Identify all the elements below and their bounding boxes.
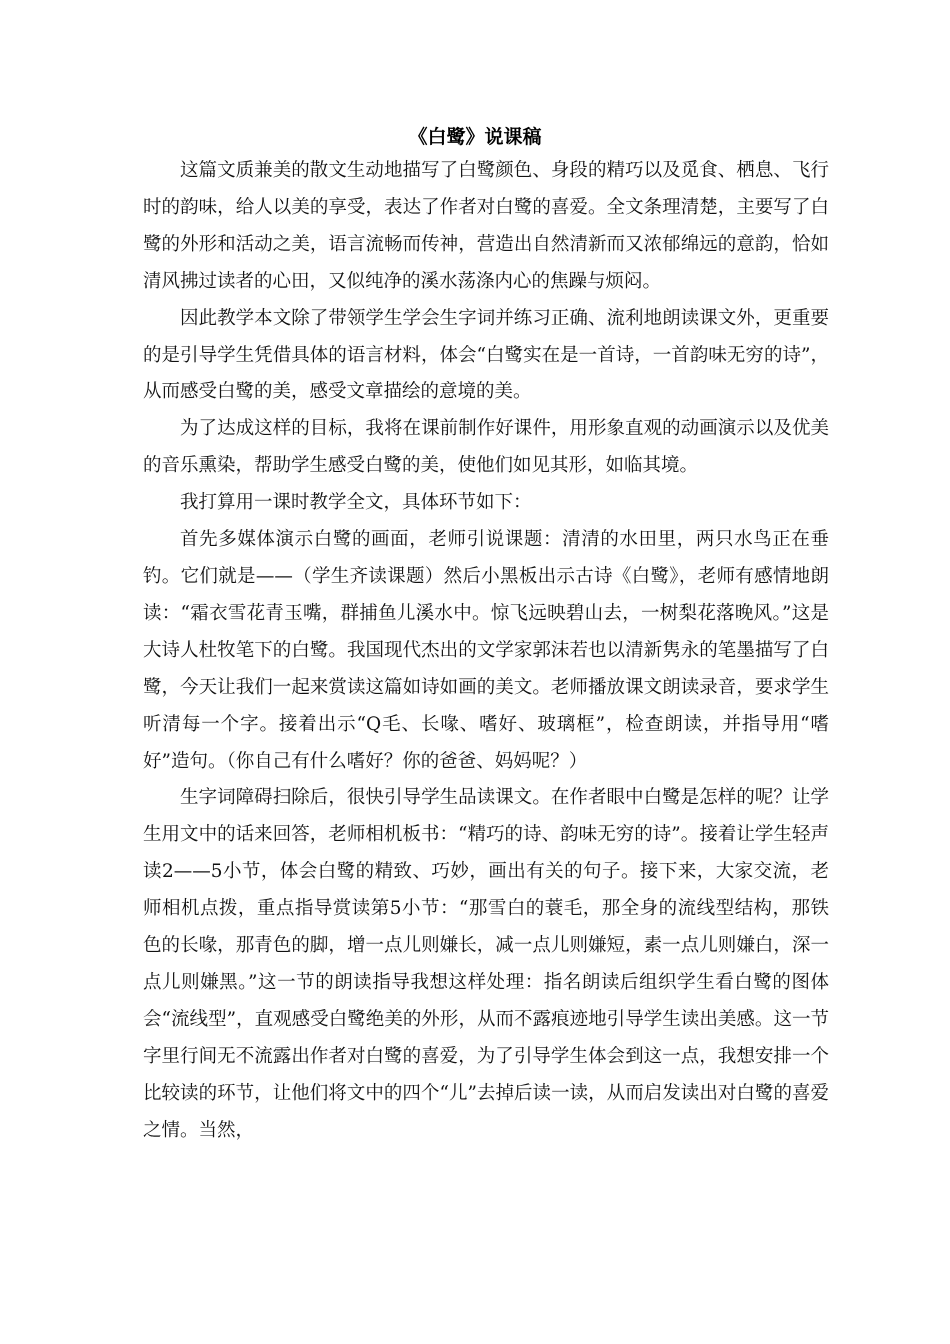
paragraph: 我打算用一课时教学全文，具体环节如下： — [180, 492, 532, 514]
paragraph: 首先多媒体演示白鹭的画面，老师引说课题：清清的水田里，两只水鸟正在垂钓。它们就是——（学生齐读课题）然后小黑板出示古诗《白鹭》，老师有感情地朗读：“霜衣雪花青玉嘴，群捕鱼儿溪水中。惊飞远映碧山去，一树梨花落晚风。”这是大诗人杜牧笔下的白鹭。我国现代杰出的文学家郭沫若也以清新隽永的笔墨描写了白鹭，今天让我们一起来赏读这篇如诗如画的美文。老师播放课文朗读录音，要求学生听清每一个字。接着出示“Q毛、长喙、嗜好、玻璃框”，检查朗读，并指导用“嗜好”造句。（你自己有什么嗜好？你的爸爸、妈妈呢？） — [143, 529, 829, 772]
paragraph: 因此教学本文除了带领学生学会生字词并练习正确、流利地朗读课文外，更重要的是引导学生凭借具体的语言材料，体会“白鹭实在是一首诗，一首韵味无穷的诗”，从而感受白鹭的美，感受文章描绘的意境的美。 — [143, 307, 829, 403]
document-body — [143, 153, 829, 1149]
paragraph: 生字词障碍扫除后，很快引导学生品读课文。在作者眼中白鹭是怎样的呢？让学生用文中的话来回答，老师相机板书：“精巧的诗、韵味无穷的诗”。接着让学生轻声读2——5小节，体会白鹭的精致、巧妙，画出有关的句子。接下来，大家交流，老师相机点拨，重点指导赏读第5小节：“那雪白的蓑毛，那全身的流线型结构，那铁色的长喙，那青色的脚，增一点儿则嫌长，减一点儿则嫌短，素一点儿则嫌白，深一点儿则嫌黑。”这一节的朗读指导我想这样处理：指名朗读后组织学生看白鹭的图体会“流线型”，直观感受白鹭绝美的外形，从而不露痕迹地引导学生读出美感。这一节字里行间无不流露出作者对白鹭的喜爱，为了引导学生体会到这一点，我想安排一个比较读的环节，让他们将文中的四个“儿”去掉后读一读，从而启发读出对白鹭的喜爱之情。当然， — [143, 787, 829, 1141]
document-title: 《白鹭》说课稿 — [408, 126, 542, 148]
paragraph: 这篇文质兼美的散文生动地描写了白鹭颜色、身段的精巧以及觅食、栖息、飞行时的韵味，给人以美的享受，表达了作者对白鹭的喜爱。全文条理清楚，主要写了白鹭的外形和活动之美，语言流畅而传神，营造出自然清新而又浓郁绵远的意韵，恰如清风拂过读者的心田，又似纯净的溪水荡涤内心的焦躁与烦闷。 — [143, 160, 829, 292]
paragraph: 为了达成这样的目标，我将在课前制作好课件，用形象直观的动画演示以及优美的音乐熏染，帮助学生感受白鹭的美，使他们如见其形，如临其境。 — [143, 418, 829, 477]
